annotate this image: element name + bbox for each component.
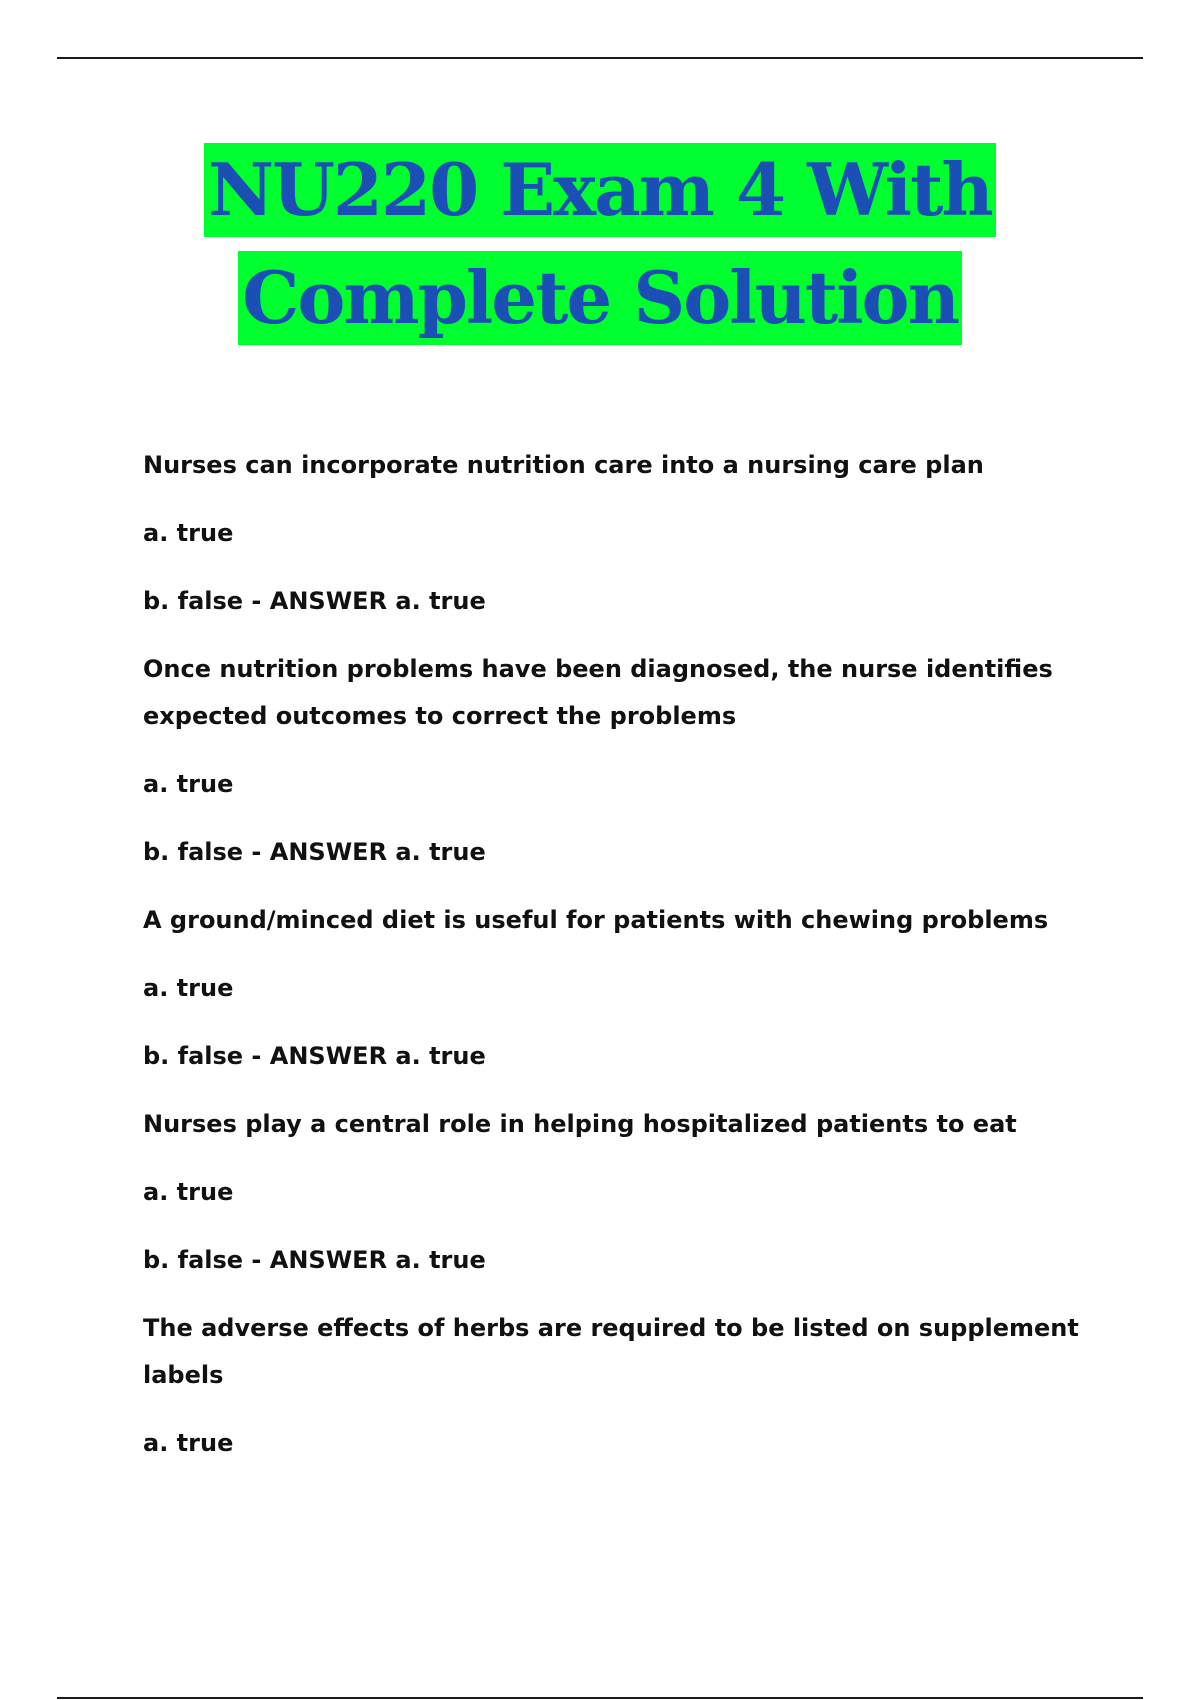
option-b-answer: b. false - ANSWER a. true [143,1042,486,1070]
footer-rule [57,1697,1143,1699]
title-line-2: Complete Solution [238,251,962,345]
option-b-answer: b. false - ANSWER a. true [143,838,486,866]
option-a: a. true [143,1429,234,1457]
document-title [0,143,1200,345]
question-2: Once nutrition problems have been diagnosed, the nurse identifies expected outcomes to correct the problems [143,655,1053,730]
option-b-answer: b. false - ANSWER a. true [143,587,486,615]
option-a: a. true [143,770,234,798]
question-5: The adverse effects of herbs are required to be listed on supplement labels [143,1314,1079,1389]
title-line-1: NU220 Exam 4 With [204,143,995,237]
question-3: A ground/minced diet is useful for patients with chewing problems [143,906,1049,934]
question-list [143,442,1103,1488]
option-a: a. true [143,1178,234,1206]
question-1: Nurses can incorporate nutrition care into a nursing care plan [143,451,984,479]
question-4: Nurses play a central role in helping hospitalized patients to eat [143,1110,1017,1138]
option-a: a. true [143,519,234,547]
header-rule [57,57,1143,59]
option-a: a. true [143,974,234,1002]
option-b-answer: b. false - ANSWER a. true [143,1246,486,1274]
